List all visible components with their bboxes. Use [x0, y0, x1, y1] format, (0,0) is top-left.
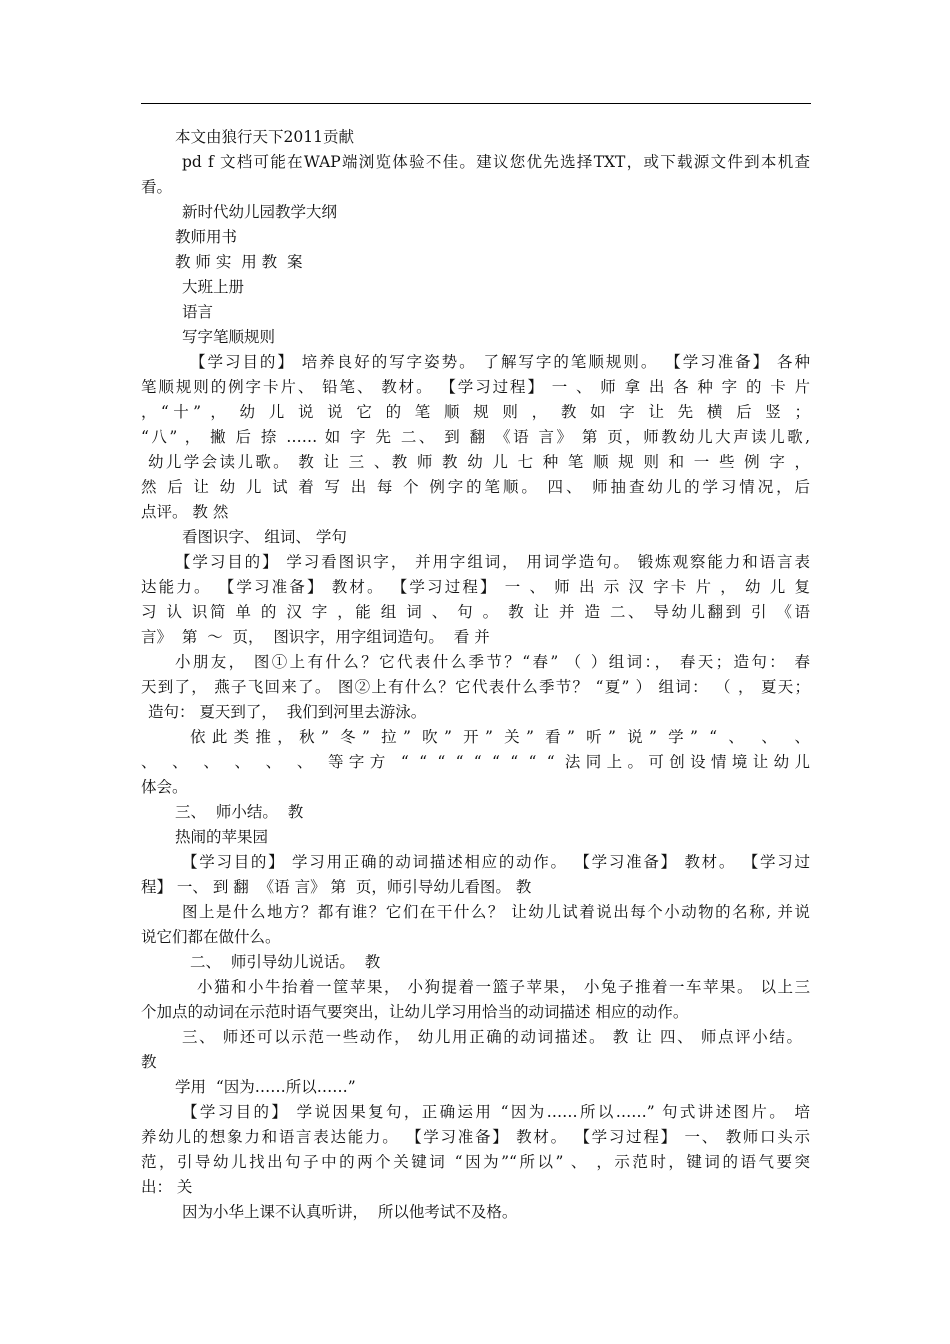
paragraph-line: 然 后 让 幼 儿 试 着 写 出 每 个 例字的笔顺。 四、 师抽查幼儿的学习情况，后 — [141, 478, 810, 496]
paragraph-line: 【学习目的】 培养良好的写字姿势。 了解写字的笔顺规则。 【学习准备】 各种 — [190, 353, 810, 371]
paragraph-line: 小朋友， 图①上有什么？它代表什么季节？“春” （ ）组词：， 春天；造句： 春 — [175, 653, 810, 671]
paragraph-line: 习 认 识简 单 的 汉 字 ，能 组 词 、 句 。 教 让 并 造 二、 导幼儿翻到 引 《语 — [141, 603, 810, 621]
paragraph-line: 小猫和小牛抬着一筐苹果， 小狗提着一篮子苹果， 小兔子推着一车苹果。 以上三 — [197, 978, 810, 996]
subtitle-lesson-plans: 教 师 实 用 教 案 — [175, 253, 303, 271]
paragraph-line: 出： 关 — [141, 1178, 193, 1196]
paragraph-line: 【学习目的】 学习用正确的动词描述相应的动作。 【学习准备】 教材。 【学习过 — [182, 853, 810, 871]
paragraph-line: 养幼儿的想象力和语言表达能力。 【学习准备】 教材。 【学习过程】 一、 教师口头示 — [141, 1128, 810, 1146]
subtitle-teacher-book: 教师用书 — [175, 228, 238, 246]
paragraph-line: 【学习目的】 学习看图识字， 并用字组词， 用词学造句。 锻炼观察能力和语言表 — [175, 553, 810, 571]
notice-line: pd f 文档可能在WAP端浏览体验不佳。建议您优先选择TXT，或下载源文件到本机查 — [182, 153, 810, 171]
notice-line-end: 看。 — [141, 178, 173, 196]
paragraph-line: 二、 师引导幼儿说话。 教 — [190, 953, 381, 971]
subject-label: 语言 — [182, 303, 214, 321]
paragraph-line: 因为小华上课不认真听讲， 所以他考试不及格。 — [182, 1203, 518, 1221]
paragraph-line: 图上是什么地方？都有谁？它们在干什么？ 让幼儿试着说出每个小动物的名称, 并说 — [182, 903, 810, 921]
paragraph-line: 三、 师还可以示范一些动作， 幼儿用正确的动词描述。 教 让 四、 师点评小结。 — [182, 1028, 802, 1046]
document-title: 新时代幼儿园教学大纲 — [182, 203, 338, 221]
paragraph-line: 教 — [141, 1053, 157, 1071]
paragraph-line: “八” ， 撇 后 捺 …… 如 字 先 二、 到 翻 《语 言》 第 页，师教幼儿大声读儿歌, — [141, 428, 810, 446]
section-heading: 看图识字、 组词、 学句 — [182, 528, 347, 546]
paragraph-line: 范，引导幼儿找出句子中的两个关键词 “因为”“所以” 、 ，示范时，键词的语气要突 — [141, 1153, 810, 1171]
paragraph-line: 造句： 夏天到了， 我们到河里去游泳。 — [148, 703, 427, 721]
section-heading: 写字笔顺规则 — [182, 328, 276, 346]
paragraph-line: 达能力。 【学习准备】 教材。 【学习过程】 一 、 师 出 示 汉 字卡 片 ， 幼 儿 复 — [141, 578, 810, 596]
section-heading: 热闹的苹果园 — [175, 828, 269, 846]
paragraph-line: 幼儿学会读儿歌。 教 让 三 、教 师 教 幼 儿 七 种 笔 顺 规 则 和 一 些 例 字 ， — [148, 453, 810, 471]
volume-label: 大班上册 — [182, 278, 245, 296]
paragraph-line: 依此类推，秋” 冬” 拉” 吹” 开” 关” 看” 听” 说” 学” “ 、 、 、 — [190, 728, 810, 746]
paragraph-line: ，“十” ， 幼 儿 说 说 它 的 笔 顺 规 则 ， 教 如 字 让 先 横 后 竖 ； — [141, 403, 810, 421]
section-heading: 学用 “因为……所以……” — [175, 1078, 356, 1096]
paragraph-line: 【学习目的】 学说因果复句，正确运用 “因为……所以……” 句式讲述图片。 培 — [182, 1103, 810, 1121]
paragraph-line: 三、 师小结。 教 — [175, 803, 304, 821]
paragraph-line: 说它们都在做什么。 — [141, 928, 281, 946]
paragraph-line: 个加点的动词在示范时语气要突出，让幼儿学习用恰当的动词描述 相应的动作。 — [141, 1003, 689, 1021]
paragraph-line: 体会。 — [141, 778, 188, 796]
paragraph-line: 点评。 教 然 — [141, 503, 229, 521]
contributor-line: 本文由狼行天下2011贡献 — [175, 128, 354, 146]
paragraph-line: 程】 一、 到 翻 《语 言》 第 页，师引导幼儿看图。 教 — [141, 878, 532, 896]
paragraph-line: 、 、 、 、 、 、 等字方 “ “ “ “ “ “ “ “ “ 法同上。可创设情境让幼儿 — [141, 753, 810, 771]
paragraph-line: 天到了， 燕子飞回来了。 图②上有什么？它代表什么季节？ “夏” ） 组词： （ ， 夏天； — [141, 678, 810, 696]
paragraph-line: 笔顺规则的例字卡片、 铅笔、 教材。 【学习过程】 一 、 师 拿 出 各 种 字 的 卡 片 — [141, 378, 810, 396]
header-rule — [141, 103, 811, 104]
paragraph-line: 言》 第 ～ 页， 图识字，用字组词造句。 看 并 — [141, 628, 490, 646]
